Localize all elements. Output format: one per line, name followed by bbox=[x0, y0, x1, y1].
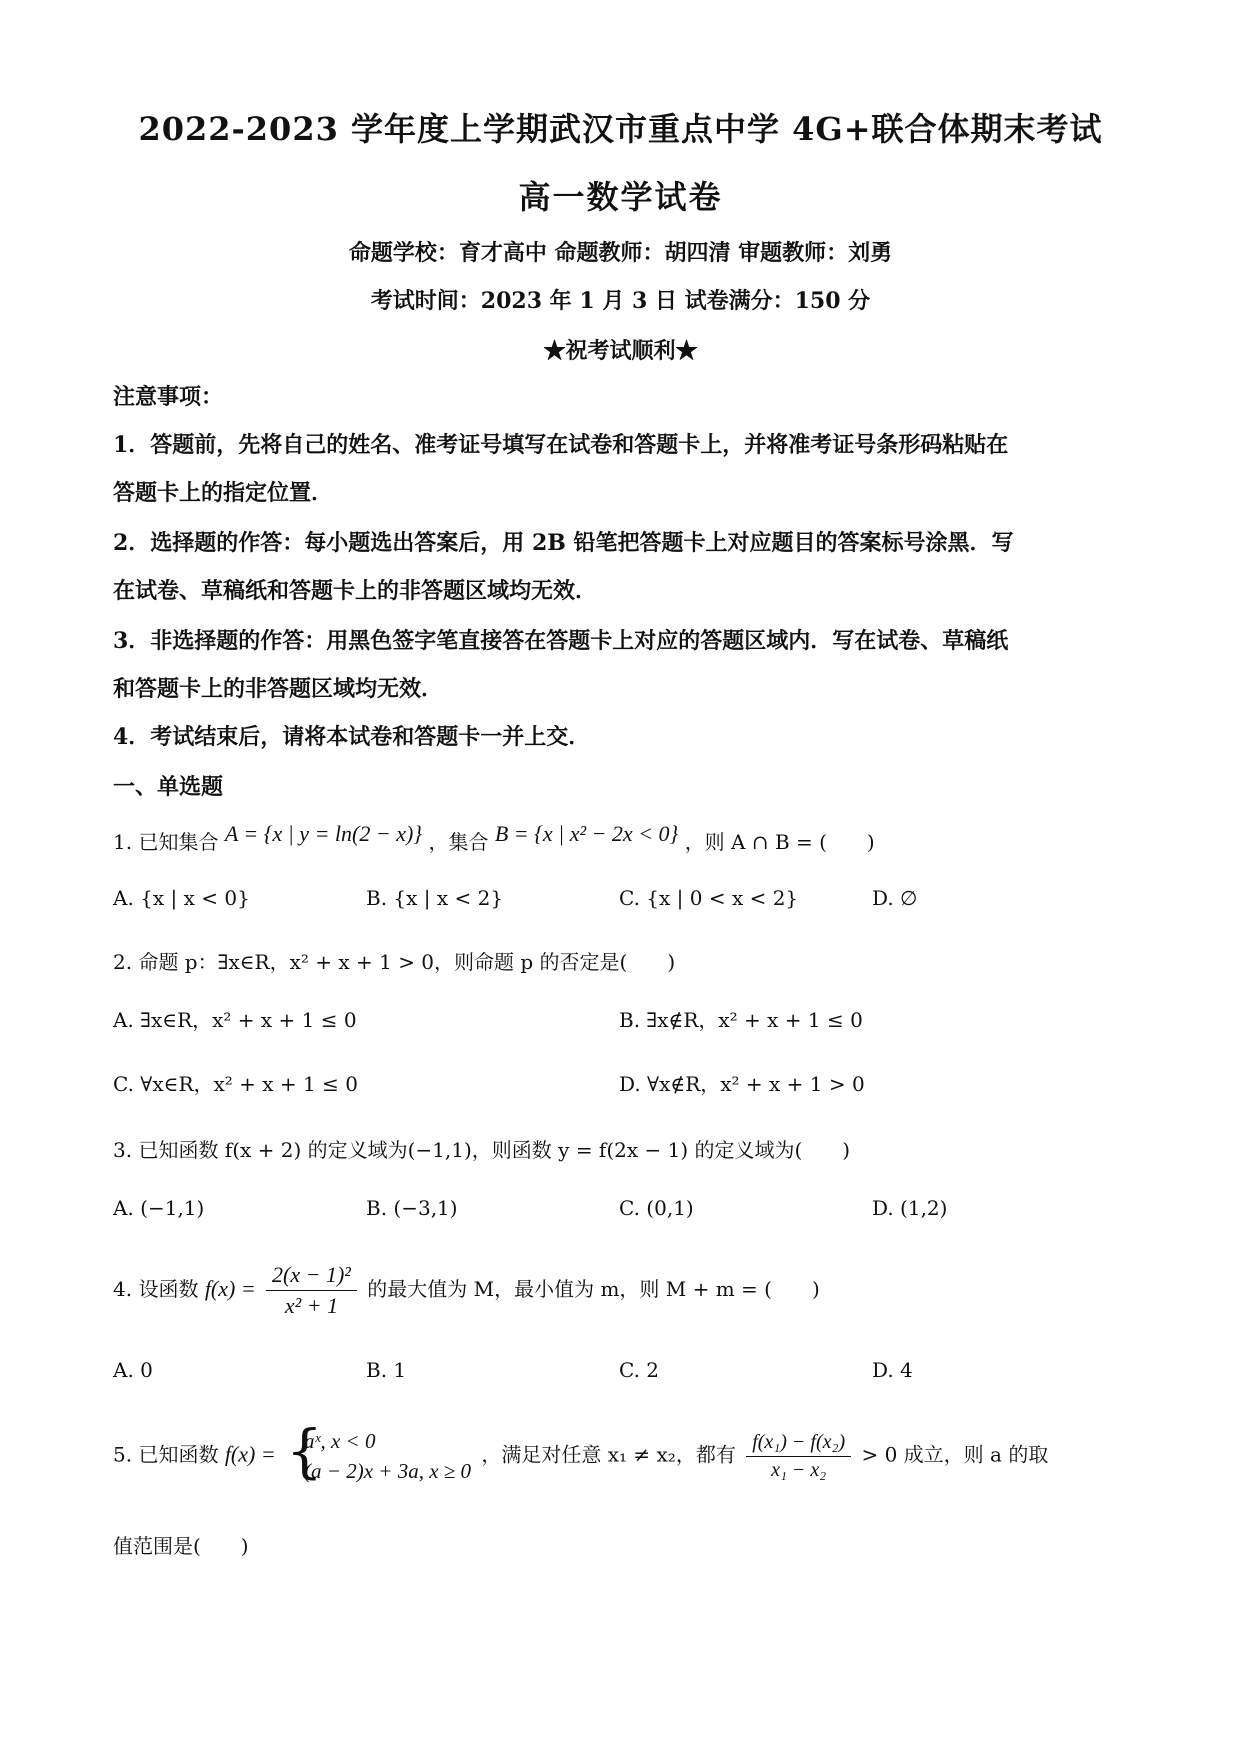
question-2: 2. 命题 p：∃x∈R，x² + x + 1 > 0，则命题 p 的否定是( ) bbox=[113, 950, 676, 974]
exam-info: 考试时间：2023 年 1 月 3 日 试卷满分：150 分 bbox=[370, 288, 871, 314]
q5-mid: ，满足对任意 x₁ ≠ x₂，都有 bbox=[481, 1442, 736, 1467]
q1-option-b: B. {x | x < 2} bbox=[366, 886, 504, 910]
q3-option-a: A. (−1,1) bbox=[113, 1196, 205, 1220]
q3-option-d: D. (1,2) bbox=[872, 1196, 948, 1220]
q5-function: f(x) = bbox=[224, 1441, 276, 1467]
q3-option-b: B. (−3,1) bbox=[366, 1196, 458, 1220]
q4-denominator: x² + 1 bbox=[284, 1293, 339, 1318]
exam-title: 2022-2023 学年度上学期武汉市重点中学 4G+联合体期末考试 bbox=[138, 110, 1103, 148]
question-3: 3. 已知函数 f(x + 2) 的定义域为(−1,1)，则函数 y = f(2x − 1) 的定义域为( ) bbox=[113, 1138, 851, 1162]
note-line: 和答题卡上的非答题区域均无效． bbox=[113, 676, 444, 702]
note-line: 2．选择题的作答：每小题选出答案后，用 2B 铅笔把答题卡上对应题目的答案标号涂黑．写 bbox=[113, 530, 1014, 556]
q4-prefix: 4. 设函数 bbox=[113, 1277, 199, 1301]
note-line: 答题卡上的指定位置． bbox=[113, 480, 334, 506]
left-brace-icon: { bbox=[286, 1417, 323, 1485]
q1-tail: ，则 A ∩ B = ( ) bbox=[684, 830, 875, 854]
q1-set-b: B = {x | x² − 2x < 0} bbox=[494, 821, 679, 846]
q4-fraction bbox=[266, 1262, 357, 1319]
q5-piecewise bbox=[286, 1417, 472, 1486]
q5-continuation: 值范围是( ) bbox=[113, 1534, 249, 1558]
q1-mid: ，集合 bbox=[428, 830, 489, 854]
q1-option-c: C. {x | 0 < x < 2} bbox=[619, 886, 799, 910]
q4-option-a: A. 0 bbox=[113, 1358, 153, 1382]
q4-option-b: B. 1 bbox=[366, 1358, 407, 1382]
q2-option-d: D. ∀x∉R，x² + x + 1 > 0 bbox=[619, 1072, 865, 1096]
q1-prefix: 1. 已知集合 bbox=[113, 830, 219, 854]
q1-option-d: D. ∅ bbox=[872, 886, 918, 910]
q1-option-a: A. {x | x < 0} bbox=[113, 886, 250, 910]
note-line: 4．考试结束后，请将本试卷和答题卡一并上交． bbox=[113, 724, 591, 750]
question-1 bbox=[113, 821, 875, 855]
q5-case-1: aˣ, x < 0 bbox=[304, 1429, 376, 1453]
notes-heading: 注意事项： bbox=[113, 384, 224, 410]
note-line: 1．答题前，先将自己的姓名、准考证号填写在试卷和答题卡上，并将准考证号条形码粘贴在 bbox=[113, 432, 1009, 458]
q4-option-c: C. 2 bbox=[619, 1358, 660, 1382]
q3-option-c: C. (0,1) bbox=[619, 1196, 694, 1220]
q5-prefix: 5. 已知函数 bbox=[113, 1442, 219, 1467]
q5-fraction bbox=[746, 1431, 851, 1482]
section-title: 一、单选题 bbox=[113, 774, 224, 800]
exam-subtitle: 高一数学试卷 bbox=[518, 178, 723, 216]
note-line: 3．非选择题的作答：用黑色签字笔直接答在答题卡上对应的答题区域内．写在试卷、草稿纸 bbox=[113, 628, 1009, 654]
q5-numerator: f(x₁) − f(x₂) bbox=[746, 1431, 851, 1457]
q5-denominator: x₁ − x₂ bbox=[771, 1458, 827, 1481]
question-5 bbox=[113, 1417, 1049, 1486]
q5-case-2: (a − 2)x + 3a, x ≥ 0 bbox=[304, 1459, 472, 1483]
q4-tail: 的最大值为 M，最小值为 m，则 M + m = ( ) bbox=[367, 1277, 820, 1301]
q2-option-c: C. ∀x∈R，x² + x + 1 ≤ 0 bbox=[113, 1072, 358, 1096]
q1-set-a: A = {x | y = ln(2 − x)} bbox=[224, 821, 423, 846]
q2-option-b: B. ∃x∉R，x² + x + 1 ≤ 0 bbox=[619, 1008, 863, 1032]
q2-option-a: A. ∃x∈R，x² + x + 1 ≤ 0 bbox=[113, 1008, 357, 1032]
q5-tail: > 0 成立，则 a 的取 bbox=[861, 1442, 1049, 1467]
q4-option-d: D. 4 bbox=[872, 1358, 913, 1382]
q4-numerator: 2(x − 1)² bbox=[266, 1262, 357, 1291]
note-line: 在试卷、草稿纸和答题卡上的非答题区域均无效． bbox=[113, 578, 598, 604]
exam-authors: 命题学校：育才高中 命题教师：胡四清 审题教师：刘勇 bbox=[348, 240, 893, 266]
q4-function: f(x) = bbox=[204, 1276, 256, 1301]
exam-wish: ★祝考试顺利★ bbox=[543, 338, 698, 364]
question-4 bbox=[113, 1262, 820, 1319]
